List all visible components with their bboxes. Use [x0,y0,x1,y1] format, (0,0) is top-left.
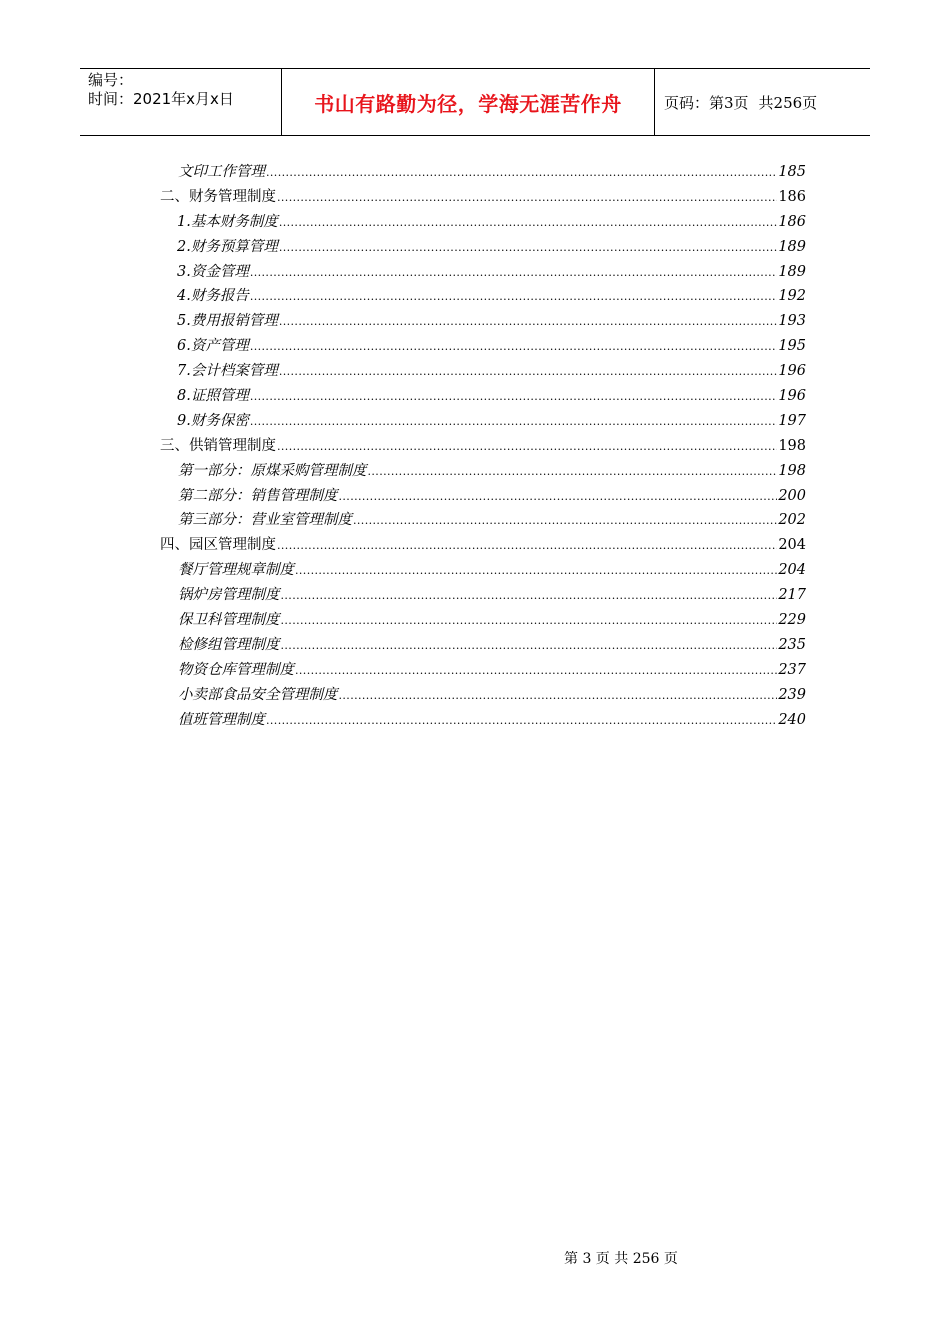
toc-entry-title: 9.财务保密 [177,412,249,429]
toc-entry[interactable] [160,683,806,708]
toc-dot-leader [250,266,777,279]
toc-dot-leader [368,465,778,478]
toc-entry[interactable] [160,633,806,658]
toc-entry-page: 186 [778,188,806,205]
toc-entry[interactable] [160,210,806,235]
document-time: 时间：2021年x月x日 [88,90,234,108]
toc-entry-page: 204 [778,562,806,579]
header-page-total: 共256页 [758,93,818,112]
toc-entry-title: 文印工作管理 [178,164,265,180]
toc-entry[interactable] [160,359,806,384]
toc-entry[interactable] [160,658,806,683]
toc-entry-title: 值班管理制度 [178,711,265,728]
toc-entry[interactable] [160,558,806,583]
toc-dot-leader [281,614,778,627]
toc-dot-leader [281,639,778,652]
toc-entry[interactable] [160,235,806,260]
toc-entry[interactable] [160,160,806,185]
toc-entry-page: 196 [778,388,806,405]
toc-dot-leader [295,564,777,577]
toc-entry-page: 196 [778,363,806,380]
toc-entry-title: 6.资产管理 [177,338,249,355]
toc-dot-leader [277,191,777,204]
toc-entry-title: 2.财务预算管理 [177,238,278,255]
toc-entry-title: 餐厅管理规章制度 [178,562,294,579]
toc-entry[interactable] [160,459,806,484]
toc-dot-leader [353,514,777,527]
toc-entry[interactable] [160,384,806,409]
toc-entry-page: 189 [778,238,806,255]
toc-entry[interactable] [160,434,806,459]
toc-entry-title: 3.资金管理 [177,263,249,280]
toc-entry-title: 8.证照管理 [177,388,249,405]
page-header [80,68,870,136]
toc-entry-page: 186 [778,213,806,230]
toc-entry[interactable] [160,185,806,210]
toc-dot-leader [295,664,777,677]
toc-entry[interactable] [160,309,806,334]
toc-dot-leader [339,490,778,503]
header-motto: 书山有路勤为径，学海无涯苦作舟 [314,91,622,116]
toc-entry-title: 5.费用报销管理 [177,313,278,330]
toc-entry-page: 200 [778,487,806,504]
toc-entry-page: 189 [778,263,806,280]
toc-entry[interactable] [160,533,806,558]
toc-dot-leader [266,714,777,727]
toc-entry-page: 217 [778,587,806,604]
header-meta [88,71,280,109]
toc-entry[interactable] [160,583,806,608]
header-divider [654,69,655,135]
toc-dot-leader [279,315,777,328]
toc-dot-leader [339,689,778,702]
footer-page-number: 第 3 页 共 256 页 [564,1251,678,1267]
toc-entry[interactable] [160,260,806,285]
toc-entry-page: 198 [778,437,806,454]
toc-dot-leader [279,241,777,254]
toc-entry-title: 三、供销管理制度 [160,437,276,454]
toc-entry[interactable] [160,608,806,633]
toc-entry-page: 192 [778,288,806,305]
toc-entry-title: 7.会计档案管理 [177,363,278,380]
toc-entry-title: 第一部分：原煤采购管理制度 [178,462,367,479]
toc-entry-page: 202 [778,512,806,529]
header-page-current: 页码：第3页 [664,93,749,112]
toc-dot-leader [279,216,777,229]
toc-entry-title: 检修组管理制度 [178,636,280,653]
toc-entry-page: 235 [778,636,806,653]
toc-entry[interactable] [160,484,806,509]
toc-entry-title: 锅炉房管理制度 [178,587,280,604]
toc-entry-page: 240 [778,711,806,728]
toc-entry-title: 小卖部食品安全管理制度 [178,686,338,703]
header-page-info [664,69,817,135]
table-of-contents [160,160,806,732]
toc-entry-title: 物资仓库管理制度 [178,661,294,678]
toc-entry[interactable] [160,284,806,309]
toc-entry-page: 204 [778,537,806,554]
toc-entry-page: 239 [778,686,806,703]
toc-entry[interactable] [160,409,806,434]
toc-dot-leader [277,440,777,453]
toc-dot-leader [281,589,778,602]
document-number-label: 编号： [88,71,134,89]
toc-dot-leader [250,340,777,353]
toc-entry-title: 4.财务报告 [177,288,249,305]
toc-entry-page: 193 [778,313,806,330]
toc-entry[interactable] [160,508,806,533]
toc-entry-title: 四、园区管理制度 [160,537,276,554]
toc-dot-leader [250,415,777,428]
toc-entry-page: 195 [778,338,806,355]
toc-entry-title: 第三部分：营业室管理制度 [178,512,352,529]
toc-dot-leader [266,166,777,179]
toc-entry-page: 185 [778,164,806,180]
toc-entry-title: 1.基本财务制度 [177,213,278,230]
toc-dot-leader [250,390,777,403]
toc-entry-page: 198 [778,462,806,479]
toc-dot-leader [250,290,777,303]
toc-entry-title: 保卫科管理制度 [178,612,280,629]
toc-dot-leader [277,539,777,552]
toc-entry-title: 二、财务管理制度 [160,188,276,205]
toc-entry-page: 229 [778,612,806,629]
toc-entry-title: 第二部分：销售管理制度 [178,487,338,504]
toc-entry-page: 197 [778,412,806,429]
toc-entry[interactable] [160,334,806,359]
toc-entry[interactable] [160,708,806,733]
toc-dot-leader [279,365,777,378]
toc-entry-page: 237 [778,661,806,678]
